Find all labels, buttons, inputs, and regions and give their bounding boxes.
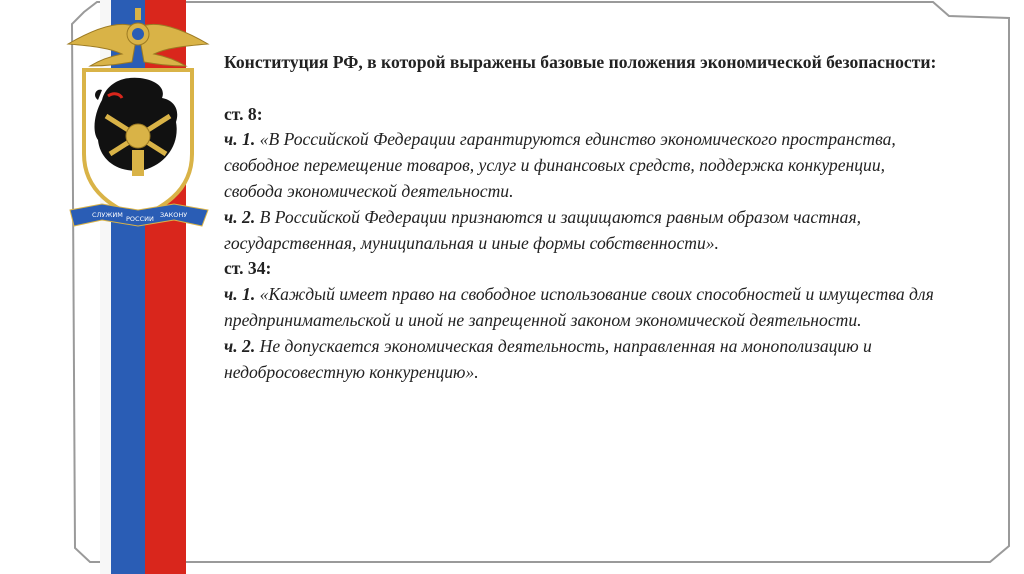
article-34-part-2: [224, 334, 944, 386]
article-34-heading: ст. 34:: [224, 258, 272, 279]
article-34-part-2-text: Не допускается экономическая деятельность, направленная на монополизацию и недобросовестную конкуренцию».: [224, 335, 872, 382]
article-34-part-1-label: ч. 1.: [224, 284, 256, 305]
article-8-heading: ст. 8:: [224, 103, 263, 124]
article-8-part-1-text: «В Российской Федерации гарантируются единство экономического пространства, свободное перемещение товаров, услуг и финансовых средств, поддержка конкуренции, свобода экономической деятельности.: [224, 129, 896, 201]
article-8-part-1-label: ч. 1.: [224, 129, 256, 150]
emblem-icon: [62, 4, 214, 230]
article-34-part-2-label: ч. 2.: [224, 335, 256, 356]
article-8-part-2: [224, 205, 944, 257]
slide-title: Конституция РФ, в которой выражены базовые положения экономической безопасности:: [224, 52, 937, 72]
article-8-part-1: [224, 127, 944, 204]
article-8-part-2-label: ч. 2.: [224, 206, 256, 227]
slide-content: [224, 50, 944, 385]
article-34-part-1-text: «Каждый имеет право на свободное использование своих способностей и имущества для предпринимательской и иной не запрещенной законом экономической деятельности.: [224, 284, 934, 330]
ribbon-word-3: ЗАКОНУ: [160, 211, 188, 219]
ribbon-word-2: РОССИИ: [126, 215, 154, 223]
article-34-part-1: [224, 282, 944, 334]
article-8-part-2-text: В Российской Федерации признаются и защищаются равным образом частная, государственная, муниципальная и иные формы собственности».: [224, 206, 862, 253]
ribbon-word-1: СЛУЖИМ: [92, 211, 123, 219]
